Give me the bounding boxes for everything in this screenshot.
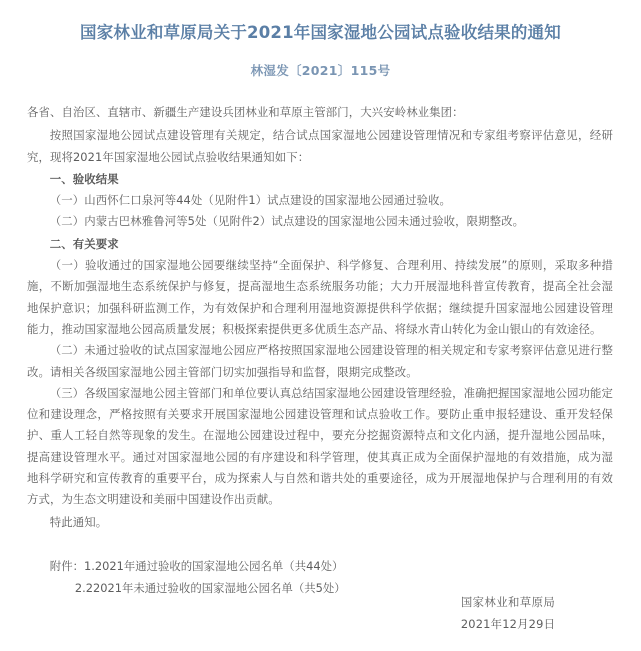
signature-organization: 国家林业和草原局 <box>460 595 556 609</box>
document-body <box>0 80 641 533</box>
attachments-block <box>0 533 641 599</box>
section-2-item-2: （二）未通过验收的试点国家湿地公园应严格按照国家湿地公园建设管理的相关规定和专家考察评估意见进行整改。请相关各级国家湿地公园主管部门切实加强指导和监督，限期完成整改。 <box>27 343 613 379</box>
addressee-line: 各省、自治区、直辖市、新疆生产建设兵团林业和草原主管部门，大兴安岭林业集团： <box>27 105 464 119</box>
attachment-item-1: 1.2021年通过验收的国家湿地公园名单（共44处） <box>83 558 344 573</box>
section-heading-1: 一、验收结果 <box>49 171 119 186</box>
section-2-item-1: （一）验收通过的国家湿地公园要继续坚持“全面保护、科学修复、合理利用、持续发展”的原则，采取多种措施，不断加强湿地生态系统保护与修复，提高湿地生态系统服务功能；大力开展湿地科普宣传教育，提高全社会湿地保护意识；加强科研监测工作，为有效保护和合理利用湿地资源提供科学依据；继续提升国家湿地公园建设管理能力，推动国家湿地公园高质量发展；积极探索提供更多优质生态产品、将绿水青山转化为金山银山的有效途径。 <box>27 258 613 336</box>
signature-date: 2021年12月29日 <box>460 617 556 631</box>
attachments-label: 附件： <box>49 558 84 573</box>
section-heading-2: 二、有关要求 <box>49 236 119 251</box>
attachment-indent-spacer <box>27 577 75 599</box>
signature-block <box>413 591 603 635</box>
attachment-item-2: 2.22021年未通过验收的国家湿地公园名单（共5处） <box>74 580 346 595</box>
section-2-item-3: （三）各级国家湿地公园主管部门和单位要认真总结国家湿地公园建设管理经验，准确把握国家湿地公园功能定位和建设理念，严格按照有关要求开展国家湿地公园建设管理和试点验收工作。要防止重申报轻建设、重开发轻保护、重人工轻自然等现象的发生。在湿地公园建设过程中，要充分挖掘资源特点和文化内涵，提升湿地公园品味，提高建设管理水平。通过对国家湿地公园的有序建设和科学管理，使其真正成为全面保护湿地的有效措施，成为湿地科学研究和宣传教育的重要平台，成为探索人与自然和谐共处的重要途径，成为开展湿地保护与合理利用的有效方式，为生态文明建设和美丽中国建设作出贡献。 <box>27 385 613 507</box>
document-number: 林湿发〔2021〕115号 <box>250 63 391 78</box>
closing-line: 特此通知。 <box>49 514 108 529</box>
preamble-paragraph: 按照国家湿地公园试点建设管理有关规定，结合试点国家湿地公园建设管理情况和专家组考察评估意见，经研究，现将2021年国家湿地公园试点验收结果通知如下： <box>27 128 613 164</box>
page-title: 国家林业和草原局关于2021年国家湿地公园试点验收结果的通知 <box>80 23 561 42</box>
attachment-row-1 <box>27 555 613 577</box>
section-1-item-2: （二）内蒙古巴林雅鲁河等5处（见附件2）试点建设的国家湿地公园未通过验收，限期整改。 <box>49 214 525 229</box>
section-1-item-1: （一）山西怀仁口泉河等44处（见附件1）试点建设的国家湿地公园通过验收。 <box>49 193 452 208</box>
